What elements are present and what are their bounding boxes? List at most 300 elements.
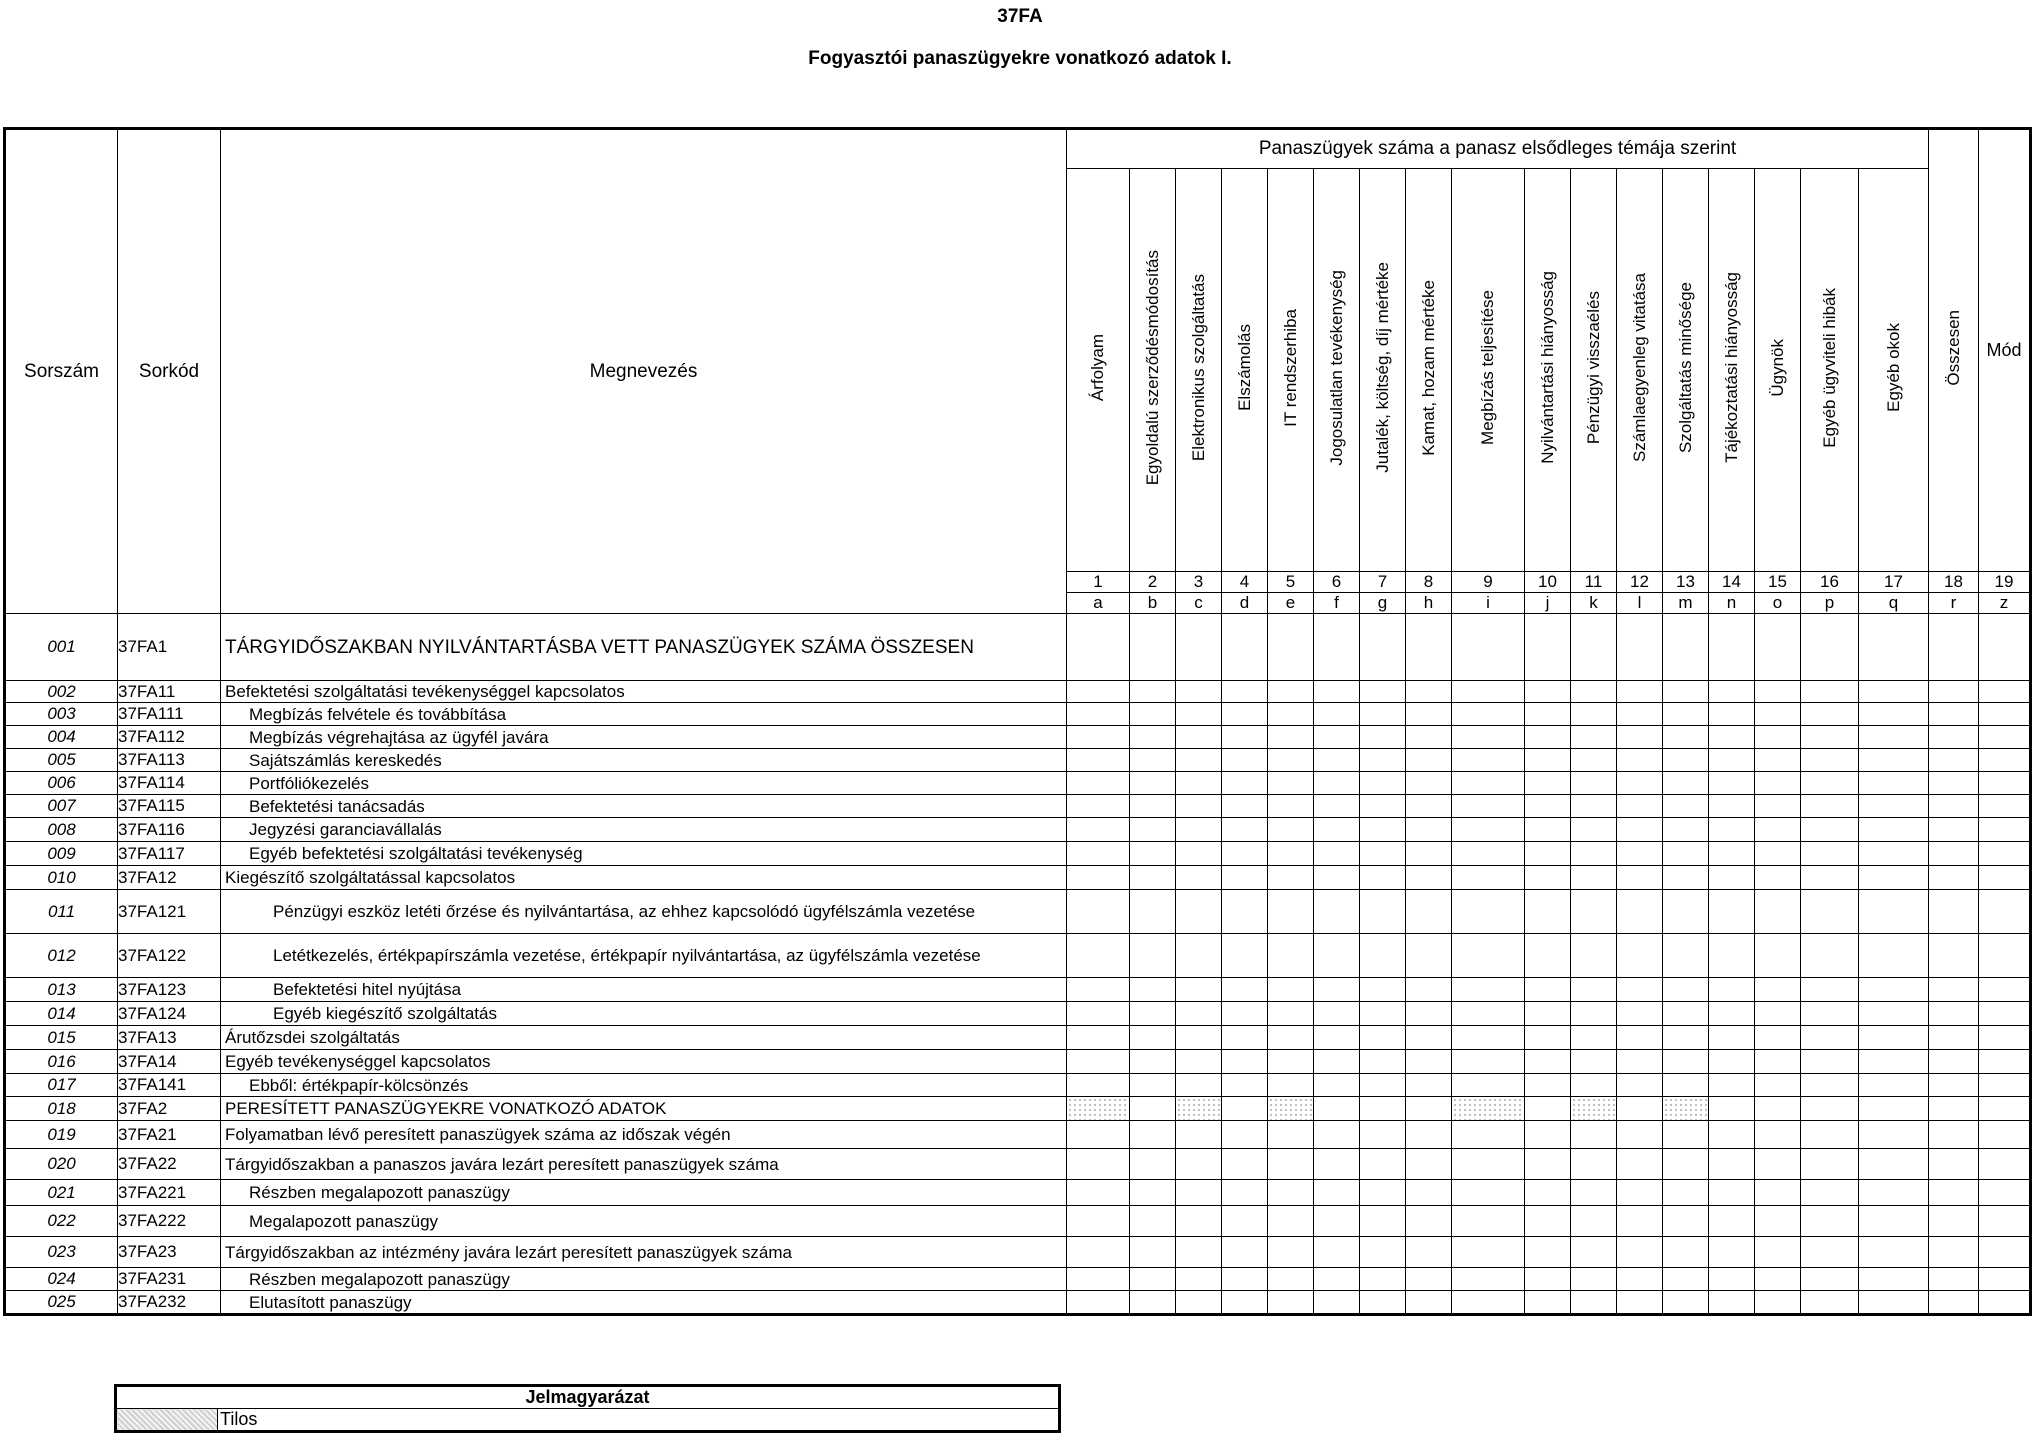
data-cell[interactable]	[1929, 614, 1979, 681]
data-cell[interactable]	[1525, 703, 1571, 726]
data-cell[interactable]	[1268, 1097, 1314, 1121]
data-cell[interactable]	[1130, 795, 1176, 818]
data-cell[interactable]	[1709, 818, 1755, 842]
data-cell[interactable]	[1571, 842, 1617, 866]
data-cell[interactable]	[1314, 1206, 1360, 1237]
data-cell[interactable]	[1130, 749, 1176, 772]
data-cell[interactable]	[1979, 1268, 2031, 1291]
data-cell[interactable]	[1452, 749, 1525, 772]
data-cell[interactable]	[1929, 1291, 1979, 1315]
data-cell[interactable]	[1360, 1149, 1406, 1180]
data-cell[interactable]	[1067, 1002, 1130, 1026]
data-cell[interactable]	[1755, 772, 1801, 795]
data-cell[interactable]	[1314, 703, 1360, 726]
data-cell[interactable]	[1617, 772, 1663, 795]
data-cell[interactable]	[1452, 614, 1525, 681]
data-cell[interactable]	[1525, 1268, 1571, 1291]
data-cell[interactable]	[1929, 1237, 1979, 1268]
data-cell[interactable]	[1360, 1121, 1406, 1149]
data-cell[interactable]	[1979, 1180, 2031, 1206]
data-cell[interactable]	[1709, 1074, 1755, 1097]
data-cell[interactable]	[1929, 1149, 1979, 1180]
data-cell[interactable]	[1859, 703, 1929, 726]
data-cell[interactable]	[1859, 1268, 1929, 1291]
data-cell[interactable]	[1406, 1074, 1452, 1097]
data-cell[interactable]	[1360, 749, 1406, 772]
data-cell[interactable]	[1859, 1180, 1929, 1206]
data-cell[interactable]	[1130, 934, 1176, 978]
data-cell[interactable]	[1360, 1026, 1406, 1050]
data-cell[interactable]	[1859, 726, 1929, 749]
data-cell[interactable]	[1709, 1002, 1755, 1026]
data-cell[interactable]	[1452, 1180, 1525, 1206]
data-cell[interactable]	[1525, 1050, 1571, 1074]
data-cell[interactable]	[1176, 795, 1222, 818]
data-cell[interactable]	[1801, 1002, 1859, 1026]
data-cell[interactable]	[1360, 795, 1406, 818]
data-cell[interactable]	[1130, 866, 1176, 890]
data-cell[interactable]	[1268, 934, 1314, 978]
data-cell[interactable]	[1268, 978, 1314, 1002]
data-cell[interactable]	[1268, 1149, 1314, 1180]
data-cell[interactable]	[1979, 1206, 2031, 1237]
data-cell[interactable]	[1130, 818, 1176, 842]
data-cell[interactable]	[1067, 1074, 1130, 1097]
data-cell[interactable]	[1709, 1237, 1755, 1268]
data-cell[interactable]	[1755, 1149, 1801, 1180]
data-cell[interactable]	[1360, 842, 1406, 866]
data-cell[interactable]	[1929, 1026, 1979, 1050]
data-cell[interactable]	[1709, 1149, 1755, 1180]
data-cell[interactable]	[1176, 1097, 1222, 1121]
data-cell[interactable]	[1571, 890, 1617, 934]
data-cell[interactable]	[1571, 818, 1617, 842]
data-cell[interactable]	[1979, 842, 2031, 866]
data-cell[interactable]	[1452, 1206, 1525, 1237]
data-cell[interactable]	[1663, 1206, 1709, 1237]
data-cell[interactable]	[1929, 1050, 1979, 1074]
data-cell[interactable]	[1268, 1074, 1314, 1097]
data-cell[interactable]	[1222, 1237, 1268, 1268]
data-cell[interactable]	[1859, 866, 1929, 890]
data-cell[interactable]	[1452, 818, 1525, 842]
data-cell[interactable]	[1314, 978, 1360, 1002]
data-cell[interactable]	[1360, 1050, 1406, 1074]
data-cell[interactable]	[1617, 1026, 1663, 1050]
data-cell[interactable]	[1663, 749, 1709, 772]
data-cell[interactable]	[1929, 681, 1979, 703]
data-cell[interactable]	[1859, 749, 1929, 772]
data-cell[interactable]	[1859, 1074, 1929, 1097]
data-cell[interactable]	[1176, 890, 1222, 934]
data-cell[interactable]	[1130, 1097, 1176, 1121]
data-cell[interactable]	[1176, 1237, 1222, 1268]
data-cell[interactable]	[1176, 1180, 1222, 1206]
data-cell[interactable]	[1929, 1002, 1979, 1026]
data-cell[interactable]	[1755, 795, 1801, 818]
data-cell[interactable]	[1360, 978, 1406, 1002]
data-cell[interactable]	[1859, 681, 1929, 703]
data-cell[interactable]	[1130, 726, 1176, 749]
data-cell[interactable]	[1067, 866, 1130, 890]
data-cell[interactable]	[1067, 1180, 1130, 1206]
data-cell[interactable]	[1360, 681, 1406, 703]
data-cell[interactable]	[1176, 934, 1222, 978]
data-cell[interactable]	[1360, 866, 1406, 890]
data-cell[interactable]	[1360, 1074, 1406, 1097]
data-cell[interactable]	[1755, 890, 1801, 934]
data-cell[interactable]	[1801, 614, 1859, 681]
data-cell[interactable]	[1452, 934, 1525, 978]
data-cell[interactable]	[1360, 772, 1406, 795]
data-cell[interactable]	[1525, 1002, 1571, 1026]
data-cell[interactable]	[1360, 1097, 1406, 1121]
data-cell[interactable]	[1360, 934, 1406, 978]
data-cell[interactable]	[1525, 1180, 1571, 1206]
data-cell[interactable]	[1360, 890, 1406, 934]
data-cell[interactable]	[1571, 1074, 1617, 1097]
data-cell[interactable]	[1571, 1291, 1617, 1315]
data-cell[interactable]	[1222, 842, 1268, 866]
data-cell[interactable]	[1979, 1237, 2031, 1268]
data-cell[interactable]	[1801, 1121, 1859, 1149]
data-cell[interactable]	[1663, 1074, 1709, 1097]
data-cell[interactable]	[1979, 890, 2031, 934]
data-cell[interactable]	[1268, 1291, 1314, 1315]
data-cell[interactable]	[1979, 703, 2031, 726]
data-cell[interactable]	[1452, 1291, 1525, 1315]
data-cell[interactable]	[1176, 1206, 1222, 1237]
data-cell[interactable]	[1755, 749, 1801, 772]
data-cell[interactable]	[1929, 818, 1979, 842]
data-cell[interactable]	[1709, 1268, 1755, 1291]
data-cell[interactable]	[1617, 934, 1663, 978]
data-cell[interactable]	[1571, 1180, 1617, 1206]
data-cell[interactable]	[1067, 1097, 1130, 1121]
data-cell[interactable]	[1709, 726, 1755, 749]
data-cell[interactable]	[1617, 1050, 1663, 1074]
data-cell[interactable]	[1314, 890, 1360, 934]
data-cell[interactable]	[1222, 703, 1268, 726]
data-cell[interactable]	[1755, 1121, 1801, 1149]
data-cell[interactable]	[1406, 1149, 1452, 1180]
data-cell[interactable]	[1268, 890, 1314, 934]
data-cell[interactable]	[1709, 934, 1755, 978]
data-cell[interactable]	[1452, 1097, 1525, 1121]
data-cell[interactable]	[1929, 1268, 1979, 1291]
data-cell[interactable]	[1617, 1180, 1663, 1206]
data-cell[interactable]	[1929, 795, 1979, 818]
data-cell[interactable]	[1801, 978, 1859, 1002]
data-cell[interactable]	[1663, 772, 1709, 795]
data-cell[interactable]	[1360, 1291, 1406, 1315]
data-cell[interactable]	[1929, 703, 1979, 726]
data-cell[interactable]	[1571, 1050, 1617, 1074]
data-cell[interactable]	[1929, 866, 1979, 890]
data-cell[interactable]	[1571, 1268, 1617, 1291]
data-cell[interactable]	[1571, 1121, 1617, 1149]
data-cell[interactable]	[1314, 842, 1360, 866]
data-cell[interactable]	[1929, 890, 1979, 934]
data-cell[interactable]	[1268, 1237, 1314, 1268]
data-cell[interactable]	[1452, 681, 1525, 703]
data-cell[interactable]	[1979, 614, 2031, 681]
data-cell[interactable]	[1859, 1050, 1929, 1074]
data-cell[interactable]	[1222, 1097, 1268, 1121]
data-cell[interactable]	[1979, 978, 2031, 1002]
data-cell[interactable]	[1801, 890, 1859, 934]
data-cell[interactable]	[1859, 795, 1929, 818]
data-cell[interactable]	[1268, 1026, 1314, 1050]
data-cell[interactable]	[1406, 1026, 1452, 1050]
data-cell[interactable]	[1406, 1121, 1452, 1149]
data-cell[interactable]	[1067, 978, 1130, 1002]
data-cell[interactable]	[1979, 1097, 2031, 1121]
data-cell[interactable]	[1859, 1026, 1929, 1050]
data-cell[interactable]	[1067, 749, 1130, 772]
data-cell[interactable]	[1571, 934, 1617, 978]
data-cell[interactable]	[1859, 1206, 1929, 1237]
data-cell[interactable]	[1268, 726, 1314, 749]
data-cell[interactable]	[1709, 1206, 1755, 1237]
data-cell[interactable]	[1663, 1121, 1709, 1149]
data-cell[interactable]	[1859, 1002, 1929, 1026]
data-cell[interactable]	[1176, 681, 1222, 703]
data-cell[interactable]	[1525, 978, 1571, 1002]
data-cell[interactable]	[1176, 818, 1222, 842]
data-cell[interactable]	[1452, 703, 1525, 726]
data-cell[interactable]	[1617, 726, 1663, 749]
data-cell[interactable]	[1929, 842, 1979, 866]
data-cell[interactable]	[1979, 934, 2031, 978]
data-cell[interactable]	[1314, 1074, 1360, 1097]
data-cell[interactable]	[1663, 890, 1709, 934]
data-cell[interactable]	[1067, 681, 1130, 703]
data-cell[interactable]	[1314, 1180, 1360, 1206]
data-cell[interactable]	[1130, 1206, 1176, 1237]
data-cell[interactable]	[1709, 681, 1755, 703]
data-cell[interactable]	[1571, 978, 1617, 1002]
data-cell[interactable]	[1130, 842, 1176, 866]
data-cell[interactable]	[1314, 749, 1360, 772]
data-cell[interactable]	[1571, 614, 1617, 681]
data-cell[interactable]	[1222, 1050, 1268, 1074]
data-cell[interactable]	[1617, 842, 1663, 866]
data-cell[interactable]	[1176, 1074, 1222, 1097]
data-cell[interactable]	[1929, 978, 1979, 1002]
data-cell[interactable]	[1525, 1074, 1571, 1097]
data-cell[interactable]	[1360, 818, 1406, 842]
data-cell[interactable]	[1176, 1002, 1222, 1026]
data-cell[interactable]	[1176, 842, 1222, 866]
data-cell[interactable]	[1755, 866, 1801, 890]
data-cell[interactable]	[1222, 934, 1268, 978]
data-cell[interactable]	[1801, 1050, 1859, 1074]
data-cell[interactable]	[1617, 1237, 1663, 1268]
data-cell[interactable]	[1222, 866, 1268, 890]
data-cell[interactable]	[1452, 795, 1525, 818]
data-cell[interactable]	[1406, 1180, 1452, 1206]
data-cell[interactable]	[1801, 842, 1859, 866]
data-cell[interactable]	[1571, 1206, 1617, 1237]
data-cell[interactable]	[1929, 726, 1979, 749]
data-cell[interactable]	[1314, 1237, 1360, 1268]
data-cell[interactable]	[1525, 1291, 1571, 1315]
data-cell[interactable]	[1571, 1097, 1617, 1121]
data-cell[interactable]	[1130, 1002, 1176, 1026]
data-cell[interactable]	[1222, 1206, 1268, 1237]
data-cell[interactable]	[1617, 1002, 1663, 1026]
data-cell[interactable]	[1709, 978, 1755, 1002]
data-cell[interactable]	[1314, 1268, 1360, 1291]
data-cell[interactable]	[1663, 1026, 1709, 1050]
data-cell[interactable]	[1406, 1050, 1452, 1074]
data-cell[interactable]	[1452, 726, 1525, 749]
data-cell[interactable]	[1268, 772, 1314, 795]
data-cell[interactable]	[1929, 749, 1979, 772]
data-cell[interactable]	[1617, 818, 1663, 842]
data-cell[interactable]	[1222, 614, 1268, 681]
data-cell[interactable]	[1525, 1206, 1571, 1237]
data-cell[interactable]	[1755, 614, 1801, 681]
data-cell[interactable]	[1067, 726, 1130, 749]
data-cell[interactable]	[1222, 795, 1268, 818]
data-cell[interactable]	[1859, 1237, 1929, 1268]
data-cell[interactable]	[1406, 726, 1452, 749]
data-cell[interactable]	[1709, 1180, 1755, 1206]
data-cell[interactable]	[1452, 1074, 1525, 1097]
data-cell[interactable]	[1406, 1097, 1452, 1121]
data-cell[interactable]	[1130, 1026, 1176, 1050]
data-cell[interactable]	[1929, 1121, 1979, 1149]
data-cell[interactable]	[1067, 1026, 1130, 1050]
data-cell[interactable]	[1801, 934, 1859, 978]
data-cell[interactable]	[1176, 1291, 1222, 1315]
data-cell[interactable]	[1222, 890, 1268, 934]
data-cell[interactable]	[1525, 934, 1571, 978]
data-cell[interactable]	[1067, 1149, 1130, 1180]
data-cell[interactable]	[1268, 1268, 1314, 1291]
data-cell[interactable]	[1859, 1149, 1929, 1180]
data-cell[interactable]	[1222, 1149, 1268, 1180]
data-cell[interactable]	[1709, 749, 1755, 772]
data-cell[interactable]	[1525, 1237, 1571, 1268]
data-cell[interactable]	[1571, 749, 1617, 772]
data-cell[interactable]	[1859, 1097, 1929, 1121]
data-cell[interactable]	[1663, 795, 1709, 818]
data-cell[interactable]	[1452, 1121, 1525, 1149]
data-cell[interactable]	[1406, 681, 1452, 703]
data-cell[interactable]	[1525, 1097, 1571, 1121]
data-cell[interactable]	[1979, 795, 2031, 818]
data-cell[interactable]	[1406, 703, 1452, 726]
data-cell[interactable]	[1571, 1026, 1617, 1050]
data-cell[interactable]	[1222, 1121, 1268, 1149]
data-cell[interactable]	[1130, 890, 1176, 934]
data-cell[interactable]	[1859, 818, 1929, 842]
data-cell[interactable]	[1406, 614, 1452, 681]
data-cell[interactable]	[1617, 703, 1663, 726]
data-cell[interactable]	[1859, 1291, 1929, 1315]
data-cell[interactable]	[1929, 1097, 1979, 1121]
data-cell[interactable]	[1452, 978, 1525, 1002]
data-cell[interactable]	[1979, 1026, 2031, 1050]
data-cell[interactable]	[1663, 1291, 1709, 1315]
data-cell[interactable]	[1801, 703, 1859, 726]
data-cell[interactable]	[1663, 681, 1709, 703]
data-cell[interactable]	[1979, 726, 2031, 749]
data-cell[interactable]	[1268, 1180, 1314, 1206]
data-cell[interactable]	[1663, 934, 1709, 978]
data-cell[interactable]	[1859, 978, 1929, 1002]
data-cell[interactable]	[1452, 772, 1525, 795]
data-cell[interactable]	[1314, 1291, 1360, 1315]
data-cell[interactable]	[1617, 1097, 1663, 1121]
data-cell[interactable]	[1663, 1180, 1709, 1206]
data-cell[interactable]	[1617, 1268, 1663, 1291]
data-cell[interactable]	[1617, 749, 1663, 772]
data-cell[interactable]	[1617, 614, 1663, 681]
data-cell[interactable]	[1755, 681, 1801, 703]
data-cell[interactable]	[1929, 934, 1979, 978]
data-cell[interactable]	[1709, 1121, 1755, 1149]
data-cell[interactable]	[1525, 772, 1571, 795]
data-cell[interactable]	[1663, 1149, 1709, 1180]
data-cell[interactable]	[1130, 1149, 1176, 1180]
data-cell[interactable]	[1452, 890, 1525, 934]
data-cell[interactable]	[1452, 1050, 1525, 1074]
data-cell[interactable]	[1663, 866, 1709, 890]
data-cell[interactable]	[1859, 614, 1929, 681]
data-cell[interactable]	[1859, 772, 1929, 795]
data-cell[interactable]	[1176, 749, 1222, 772]
data-cell[interactable]	[1801, 726, 1859, 749]
data-cell[interactable]	[1709, 842, 1755, 866]
data-cell[interactable]	[1268, 842, 1314, 866]
data-cell[interactable]	[1617, 866, 1663, 890]
data-cell[interactable]	[1406, 818, 1452, 842]
data-cell[interactable]	[1360, 1268, 1406, 1291]
data-cell[interactable]	[1360, 1206, 1406, 1237]
data-cell[interactable]	[1360, 1180, 1406, 1206]
data-cell[interactable]	[1801, 1180, 1859, 1206]
data-cell[interactable]	[1617, 681, 1663, 703]
data-cell[interactable]	[1755, 1097, 1801, 1121]
data-cell[interactable]	[1755, 1074, 1801, 1097]
data-cell[interactable]	[1130, 681, 1176, 703]
data-cell[interactable]	[1222, 1002, 1268, 1026]
data-cell[interactable]	[1663, 1237, 1709, 1268]
data-cell[interactable]	[1176, 772, 1222, 795]
data-cell[interactable]	[1525, 749, 1571, 772]
data-cell[interactable]	[1130, 1050, 1176, 1074]
data-cell[interactable]	[1314, 1097, 1360, 1121]
data-cell[interactable]	[1709, 1097, 1755, 1121]
data-cell[interactable]	[1525, 726, 1571, 749]
data-cell[interactable]	[1130, 1074, 1176, 1097]
data-cell[interactable]	[1571, 1237, 1617, 1268]
data-cell[interactable]	[1571, 1002, 1617, 1026]
data-cell[interactable]	[1979, 772, 2031, 795]
data-cell[interactable]	[1979, 1002, 2031, 1026]
data-cell[interactable]	[1755, 978, 1801, 1002]
data-cell[interactable]	[1222, 726, 1268, 749]
data-cell[interactable]	[1663, 726, 1709, 749]
data-cell[interactable]	[1268, 614, 1314, 681]
data-cell[interactable]	[1617, 978, 1663, 1002]
data-cell[interactable]	[1663, 1050, 1709, 1074]
data-cell[interactable]	[1663, 842, 1709, 866]
